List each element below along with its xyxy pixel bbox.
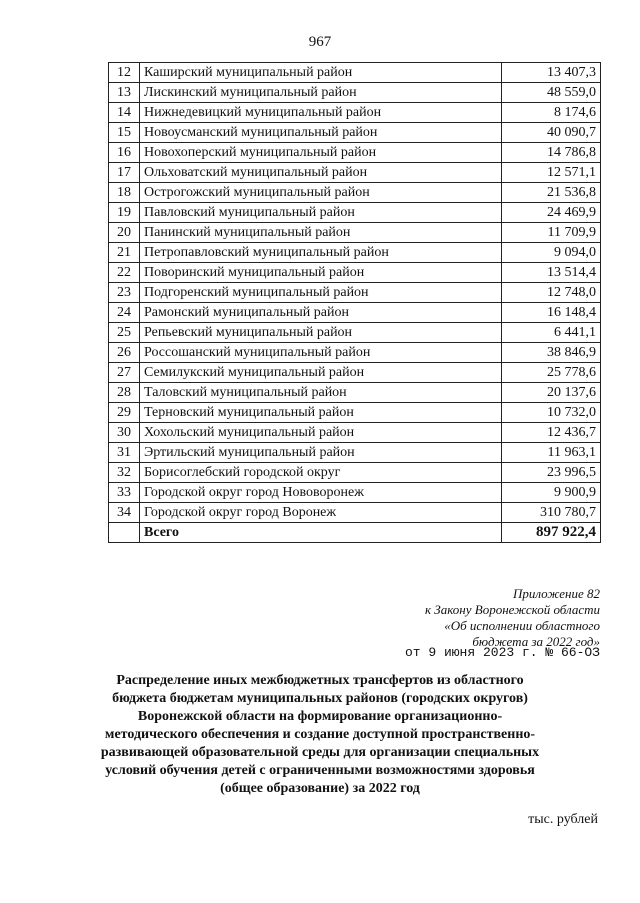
appendix-line: Приложение 82 <box>512 586 600 601</box>
transfer-amount: 11 709,9 <box>502 223 601 243</box>
transfer-amount: 310 780,7 <box>502 503 601 523</box>
title-line: методического обеспечения и создание доступной пространственно- <box>104 727 536 742</box>
row-number: 23 <box>109 283 140 303</box>
total-row-number <box>109 523 140 543</box>
row-number: 26 <box>109 343 140 363</box>
title-line: бюджета бюджетам муниципальных районов (городских округов) <box>112 691 528 706</box>
title-line: (общее образование) за 2022 год <box>220 781 420 796</box>
table-row <box>109 243 601 263</box>
transfer-amount: 13 407,3 <box>502 63 601 83</box>
municipality-name: Павловский муниципальный район <box>140 203 502 223</box>
municipality-name: Панинский муниципальный район <box>140 223 502 243</box>
municipality-name: Хохольский муниципальный район <box>140 423 502 443</box>
municipality-name: Борисоглебский городской округ <box>140 463 502 483</box>
municipality-name: Ольховатский муниципальный район <box>140 163 502 183</box>
municipality-name: Новоусманский муниципальный район <box>140 123 502 143</box>
table-row <box>109 63 601 83</box>
row-number: 33 <box>109 483 140 503</box>
row-number: 31 <box>109 443 140 463</box>
table-row <box>109 363 601 383</box>
row-number: 27 <box>109 363 140 383</box>
transfer-amount: 13 514,4 <box>502 263 601 283</box>
total-row <box>109 523 601 543</box>
municipality-name: Городской округ город Воронеж <box>140 503 502 523</box>
municipality-name: Острогожский муниципальный район <box>140 183 502 203</box>
municipality-name: Терновский муниципальный район <box>140 403 502 423</box>
transfers-table-body <box>109 63 601 543</box>
municipality-name: Россошанский муниципальный район <box>140 343 502 363</box>
row-number: 18 <box>109 183 140 203</box>
transfer-amount: 24 469,9 <box>502 203 601 223</box>
transfer-amount: 12 436,7 <box>502 423 601 443</box>
table-row <box>109 223 601 243</box>
municipality-name: Городской округ город Нововоронеж <box>140 483 502 503</box>
title-line: развивающей образовательной среды для организации специальных <box>100 745 540 760</box>
row-number: 28 <box>109 383 140 403</box>
row-number: 25 <box>109 323 140 343</box>
municipality-name: Рамонский муниципальный район <box>140 303 502 323</box>
table-row <box>109 103 601 123</box>
units-label: тыс. рублей <box>528 812 598 827</box>
law-date: от 9 июня 2023 г. № 66-ОЗ <box>404 645 600 660</box>
table-row <box>109 263 601 283</box>
transfer-amount: 14 786,8 <box>502 143 601 163</box>
row-number: 15 <box>109 123 140 143</box>
table-row <box>109 303 601 323</box>
row-number: 30 <box>109 423 140 443</box>
table-row <box>109 443 601 463</box>
title-line: Воронежской области на формирование организационно- <box>137 709 503 724</box>
table-row <box>109 343 601 363</box>
table-row <box>109 383 601 403</box>
appendix-note <box>300 586 600 650</box>
row-number: 19 <box>109 203 140 223</box>
appendix-line: к Закону Воронежской области <box>424 602 600 617</box>
row-number: 13 <box>109 83 140 103</box>
total-label: Всего <box>140 523 502 543</box>
municipality-name: Петропавловский муниципальный район <box>140 243 502 263</box>
municipality-name: Семилукский муниципальный район <box>140 363 502 383</box>
transfer-amount: 12 748,0 <box>502 283 601 303</box>
municipality-name: Новохоперский муниципальный район <box>140 143 502 163</box>
municipality-name: Нижнедевицкий муниципальный район <box>140 103 502 123</box>
transfer-amount: 12 571,1 <box>502 163 601 183</box>
transfer-amount: 40 090,7 <box>502 123 601 143</box>
row-number: 12 <box>109 63 140 83</box>
table-row <box>109 503 601 523</box>
title-line: Распределение иных межбюджетных трансфертов из областного <box>116 673 524 688</box>
transfer-amount: 48 559,0 <box>502 83 601 103</box>
row-number: 17 <box>109 163 140 183</box>
municipality-name: Эртильский муниципальный район <box>140 443 502 463</box>
row-number: 29 <box>109 403 140 423</box>
transfer-amount: 9 094,0 <box>502 243 601 263</box>
row-number: 20 <box>109 223 140 243</box>
municipality-name: Каширский муниципальный район <box>140 63 502 83</box>
transfer-amount: 8 174,6 <box>502 103 601 123</box>
appendix-line: бюджета за 2022 год» <box>472 634 600 649</box>
municipality-name: Поворинский муниципальный район <box>140 263 502 283</box>
transfer-amount: 10 732,0 <box>502 403 601 423</box>
table-row <box>109 83 601 103</box>
total-amount: 897 922,4 <box>502 523 601 543</box>
document-title <box>80 672 560 798</box>
table-row <box>109 423 601 443</box>
table-row <box>109 283 601 303</box>
municipality-name: Подгоренский муниципальный район <box>140 283 502 303</box>
transfer-amount: 16 148,4 <box>502 303 601 323</box>
transfer-amount: 11 963,1 <box>502 443 601 463</box>
appendix-line: «Об исполнении областного <box>444 618 600 633</box>
table-row <box>109 203 601 223</box>
table-row <box>109 463 601 483</box>
row-number: 21 <box>109 243 140 263</box>
transfer-amount: 25 778,6 <box>502 363 601 383</box>
municipality-name: Лискинский муниципальный район <box>140 83 502 103</box>
transfer-amount: 20 137,6 <box>502 383 601 403</box>
table-row <box>109 483 601 503</box>
table-row <box>109 123 601 143</box>
table-row <box>109 163 601 183</box>
title-line: условий обучения детей с ограниченными возможностями здоровья <box>105 763 535 778</box>
row-number: 14 <box>109 103 140 123</box>
row-number: 32 <box>109 463 140 483</box>
transfers-table <box>108 62 601 543</box>
table-row <box>109 323 601 343</box>
table-row <box>109 403 601 423</box>
transfer-amount: 21 536,8 <box>502 183 601 203</box>
row-number: 22 <box>109 263 140 283</box>
row-number: 34 <box>109 503 140 523</box>
table-row <box>109 183 601 203</box>
table-row <box>109 143 601 163</box>
row-number: 24 <box>109 303 140 323</box>
page-number: 967 <box>308 34 332 50</box>
municipality-name: Таловский муниципальный район <box>140 383 502 403</box>
transfer-amount: 23 996,5 <box>502 463 601 483</box>
municipality-name: Репьевский муниципальный район <box>140 323 502 343</box>
transfer-amount: 6 441,1 <box>502 323 601 343</box>
transfer-amount: 9 900,9 <box>502 483 601 503</box>
transfer-amount: 38 846,9 <box>502 343 601 363</box>
row-number: 16 <box>109 143 140 163</box>
